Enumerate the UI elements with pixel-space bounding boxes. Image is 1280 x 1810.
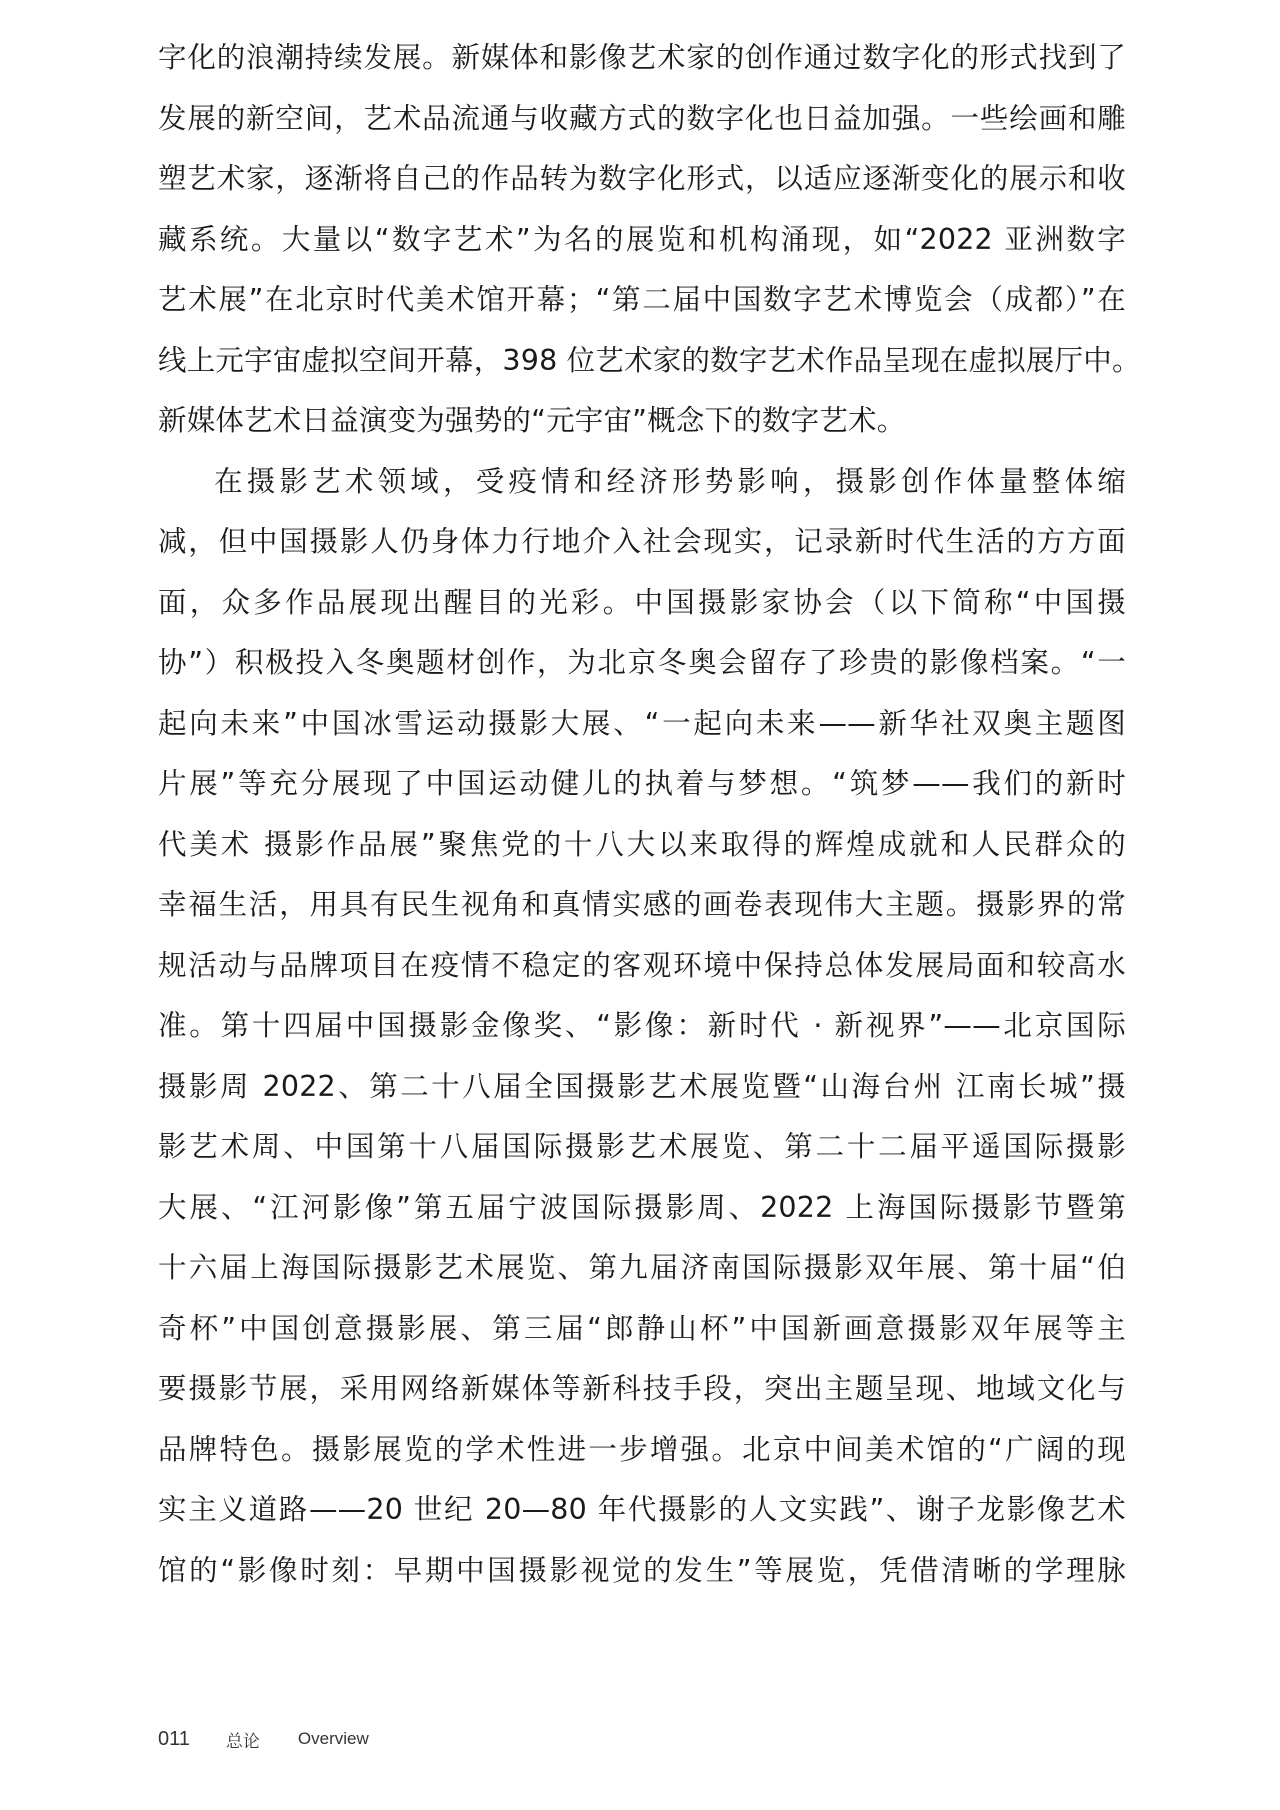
text-line: 发展的新空间，艺术品流通与收藏方式的数字化也日益加强。一些绘画和雕 — [158, 101, 1126, 135]
paragraph-photography — [158, 452, 1126, 1602]
text-line: 规活动与品牌项目在疫情不稳定的客观环境中保持总体发展局面和较高水 — [158, 948, 1126, 982]
page-number: 011 — [158, 1727, 190, 1750]
text-line: 摄影周 2022、第二十八届全国摄影艺术展览暨“山海台州 江南长城”摄 — [158, 1069, 1126, 1103]
text-line: 在摄影艺术领域，受疫情和经济形势影响，摄影创作体量整体缩 — [214, 464, 1126, 498]
section-title-chinese: 总论 — [225, 1731, 260, 1752]
paragraph-digital-art — [158, 28, 1141, 452]
text-line: 新媒体艺术日益演变为强势的“元宇宙”概念下的数字艺术。 — [158, 404, 906, 437]
body-text — [158, 28, 1141, 1601]
text-line: 实主义道路——20 世纪 20—80 年代摄影的人文实践”、谢子龙影像艺术 — [158, 1493, 1126, 1526]
page-footer — [158, 1724, 369, 1754]
text-line: 影艺术周、中国第十八届国际摄影艺术展览、第二十二届平遥国际摄影 — [158, 1130, 1126, 1163]
text-line: 幸福生活，用具有民生视角和真情实感的画卷表现伟大主题。摄影界的常 — [158, 888, 1126, 921]
text-line: 片展”等充分展现了中国运动健儿的执着与梦想。“筑梦——我们的新时 — [158, 767, 1126, 800]
text-line: 要摄影节展，采用网络新媒体等新科技手段，突出主题呈现、地域文化与 — [158, 1372, 1126, 1405]
text-line: 十六届上海国际摄影艺术展览、第九届济南国际摄影双年展、第十届“伯 — [158, 1251, 1126, 1284]
text-line: 代美术 摄影作品展”聚焦党的十八大以来取得的辉煌成就和人民群众的 — [158, 827, 1126, 861]
text-line: 艺术展”在北京时代美术馆开幕；“第二届中国数字艺术博览会（成都）”在 — [158, 283, 1126, 316]
text-line: 藏系统。大量以“数字艺术”为名的展览和机构涌现，如“2022 亚洲数字 — [158, 222, 1126, 256]
text-line: 协”）积极投入冬奥题材创作，为北京冬奥会留存了珍贵的影像档案。“一 — [158, 646, 1126, 679]
text-line: 塑艺术家，逐渐将自己的作品转为数字化形式，以适应逐渐变化的展示和收 — [158, 162, 1126, 195]
text-line: 大展、“江河影像”第五届宁波国际摄影周、2022 上海国际摄影节暨第 — [158, 1190, 1126, 1224]
text-line: 起向未来”中国冰雪运动摄影大展、“一起向未来——新华社双奥主题图 — [158, 706, 1126, 740]
text-line: 线上元宇宙虚拟空间开幕，398 位艺术家的数字艺术作品呈现在虚拟展厅中。 — [158, 343, 1141, 377]
text-line: 面，众多作品展现出醒目的光彩。中国摄影家协会（以下简称“中国摄 — [158, 585, 1126, 619]
text-line: 品牌特色。摄影展览的学术性进一步增强。北京中间美术馆的“广阔的现 — [158, 1432, 1126, 1466]
section-title-english: Overview — [297, 1729, 369, 1748]
text-line: 字化的浪潮持续发展。新媒体和影像艺术家的创作通过数字化的形式找到了 — [158, 41, 1126, 74]
text-line: 馆的“影像时刻：早期中国摄影视觉的发生”等展览，凭借清晰的学理脉 — [158, 1553, 1126, 1587]
text-line: 减，但中国摄影人仍身体力行地介入社会现实，记录新时代生活的方方面 — [158, 525, 1126, 558]
text-line: 准。第十四届中国摄影金像奖、“影像：新时代 · 新视界”——北京国际 — [158, 1009, 1126, 1042]
text-line: 奇杯”中国创意摄影展、第三届“郎静山杯”中国新画意摄影双年展等主 — [158, 1311, 1126, 1345]
